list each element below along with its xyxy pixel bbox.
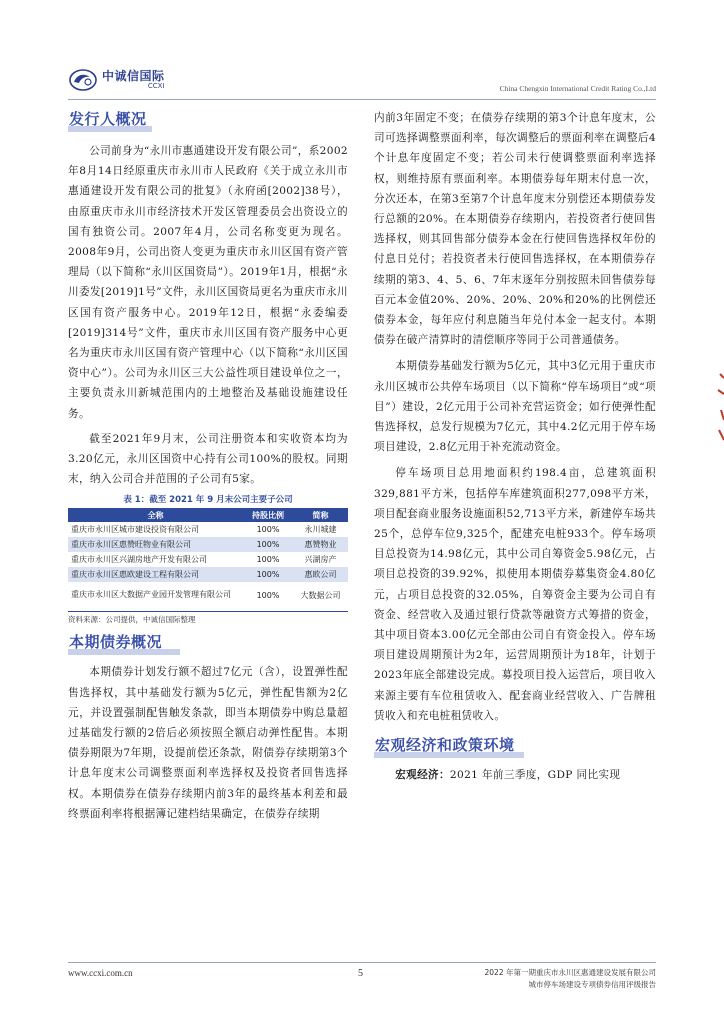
fund-usage-paragraph: 本期债券基础发行额为5亿元，其中3亿元用于重庆市永川区城市公共停车场项目（以下简称“停车场项目”或“项目”）建设，2亿元用于公司补充营运资金；如行使弹性配售选择权，总发行规模为7亿元，其中4.2亿元用于停车场项目建设，2.8亿元用于补充流动资金。 [374, 360, 656, 454]
issuer-overview-title: 发行人概况 [69, 110, 147, 128]
cell-shortname: 惠赞物业 [293, 537, 348, 552]
bond-overview-title: 本期债券概况 [69, 633, 163, 652]
capital-paragraph: 截至2021年9月末，公司注册资本和实收资本均为3.20亿元，永川区国资中心持有公司100%的股权。同期末，纳入公司合并范围的子公司有5家。 [68, 432, 348, 486]
table-header-row [68, 508, 348, 522]
cell-ratio: 100% [243, 537, 293, 552]
cell-fullname: 重庆市永川区惠欧建设工程有限公司 [68, 567, 243, 582]
cell-shortname: 惠欧公司 [293, 567, 348, 582]
cell-fullname: 重庆市永川区兴湖房地产开发有限公司 [68, 552, 243, 567]
macro-environment-heading [374, 734, 656, 755]
macro-economy-paragraph [374, 765, 656, 785]
footer-divider [68, 962, 656, 963]
right-column [374, 108, 656, 785]
table-row [68, 522, 348, 537]
header-divider [68, 99, 656, 100]
macro-environment-title: 宏观经济和政策环境 [375, 736, 515, 755]
cell-shortname: 兴湖房产 [293, 552, 348, 567]
footer-website: www.ccxi.com.cn [68, 968, 133, 978]
table-row [68, 582, 348, 608]
issuer-overview-heading [68, 108, 348, 129]
issuer-history-paragraph: 公司前身为“永川市惠通建设开发有限公司”，系2002年8月14日经原重庆市永川市人民政府《关于成立永川市惠通建设开发有限公司的批复》（永府函[2002]38号），由原重庆市永川市经济技术开发区管理委员会出资设立的国有独资公司。2007年4月，公司名称变更为现名。2008年9月，公司出资人变更为重庆市永川区国有资产管理局（以下简称“永川区国资局”）。2019年1月，根据“永川委发[2019]1号”文件，永川区国资局更名为重庆市永川区国有资产服务中心。2019年12日，根据“永委编委[2019]314号”文件，重庆市永川区国有资产服务中心更名为重庆市永川区国有资产管理中心（以下简称“永川区国资中心”）。公司为永川区三大公益性项目建设单位之一，主要负责永川新城范围内的土地整治及基础设施建设任务。 [68, 145, 348, 420]
table-row [68, 567, 348, 582]
page-footer [68, 962, 656, 1002]
ccxi-logo-icon [68, 68, 98, 92]
macro-economy-text: 2021 年前三季度，GDP 同比实现 [449, 769, 621, 782]
company-english-name: China Chengxin International Credit Rating Co.,Ltd [499, 84, 656, 93]
column-header-fullname: 全称 [68, 508, 243, 522]
cell-fullname: 重庆市永川区大数据产业园开发管理有限公司 [68, 582, 243, 608]
page-number: 5 [358, 968, 363, 979]
cell-fullname: 重庆市永川区惠赞旺物业有限公司 [68, 537, 243, 552]
cell-shortname: 大数据公司 [293, 582, 348, 608]
cell-ratio: 100% [243, 552, 293, 567]
bond-overview-heading [68, 631, 348, 652]
subsidiary-table-title: 表 1：截至 2021 年 9 月末公司主要子公司 [123, 495, 293, 506]
cell-ratio: 100% [243, 582, 293, 608]
footer-report-title-line2: 城市停车场建设专项债券信用评级报告 [528, 980, 656, 989]
ccxi-logo [68, 68, 165, 92]
column-header-shortname: 简称 [293, 508, 348, 522]
left-column [68, 108, 348, 824]
bond-repayment-paragraph: 内前3年固定不变；在债券存续期的第3个计息年度末，公司可选择调整票面利率，每次调整后的票面利率在调整后4个计息年度固定不变；若公司未行使调整票面利率选择权，则维持原有票面利率。本期债券每年期末付息一次，分次还本，在第3至第7个计息年度末分别偿还本期债券发行总额的20%。在本期债券存续期内，若投资者行使回售选择权，则其回售部分债券本金在行使回售选择权年份的付息日兑付；若投资者未行使回售选择权，在本期债券存续期的第3、4、5、6、7年末逐年分别按照未回售债券每百元本金值20%、20%、20%、20%和20%的比例偿还债券本金，每年应付利息随当年兑付本金一起支付。本期债券在破产清算时的清偿顺序等同于公司普通债务。 [374, 112, 656, 347]
parking-project-paragraph: 停车场项目总用地面积约198.4亩，总建筑面积329,881平方米，包括停车库建筑面积277,098平方米，项目配套商业服务设施面积52,713平方米，新建停车场共25个，总停车位9,325个，配建充电桩933个。停车场项目总投资为14.98亿元，其中公司自筹资金5.98亿元，占项目总投资的39.92%，拟使用本期债券募集资金4.80亿元，占项目总投资的32.05%，自筹资金主要为公司自有资金、经营收入及通过银行贷款等融资方式筹措的资金，其中项目资本3.00亿元全部由公司自有资金投入。停车场项目建设周期预计为2年，运营周期预计为18年，计划于2023年底全部建设完成。募投项目投入运营后，项目收入来源主要有车位租赁收入、配套商业经营收入、广告牌租赁收入和充电桩租赁收入。 [374, 467, 656, 722]
table-row [68, 537, 348, 552]
cell-fullname: 重庆市永川区城市建设投资有限公司 [68, 522, 243, 537]
cell-shortname: 永川城建 [293, 522, 348, 537]
logo-chinese-name: 中诚信国际 [102, 69, 165, 83]
bond-terms-paragraph: 本期债券计划发行额不超过7亿元（含），设置弹性配售选择权，其中基础发行额为5亿元，弹性配售额为2亿元，并设置强制配售触发条款，即当本期债券中购总量超过基础发行额的2倍后必须按照全额启动弹性配售。本期债券期限为7年期，设提前偿还条款，附债券存续期第3个计息年度末公司调整票面利率选择权及投资者回售选择权。本期债券在债券存续期内前3年的最终基本利差和最终票面利率将根据簿记建档结果确定，在债券存续期 [68, 666, 348, 820]
column-header-ratio: 持股比例 [243, 508, 293, 522]
page-edge-stamp-fragment [714, 370, 724, 450]
footer-report-title [485, 967, 656, 991]
page-header [68, 68, 656, 100]
table-source-note: 资料来源：公司提供，中诚信国际整理 [68, 611, 348, 625]
cell-ratio: 100% [243, 567, 293, 582]
cell-ratio: 100% [243, 522, 293, 537]
footer-report-title-line1: 2022 年第一期重庆市永川区惠通建设发展有限公司 [484, 968, 656, 977]
table-row [68, 552, 348, 567]
macro-economy-label: 宏观经济： [395, 769, 450, 782]
subsidiary-table [68, 508, 348, 608]
logo-english-name: CCXI [147, 82, 165, 90]
